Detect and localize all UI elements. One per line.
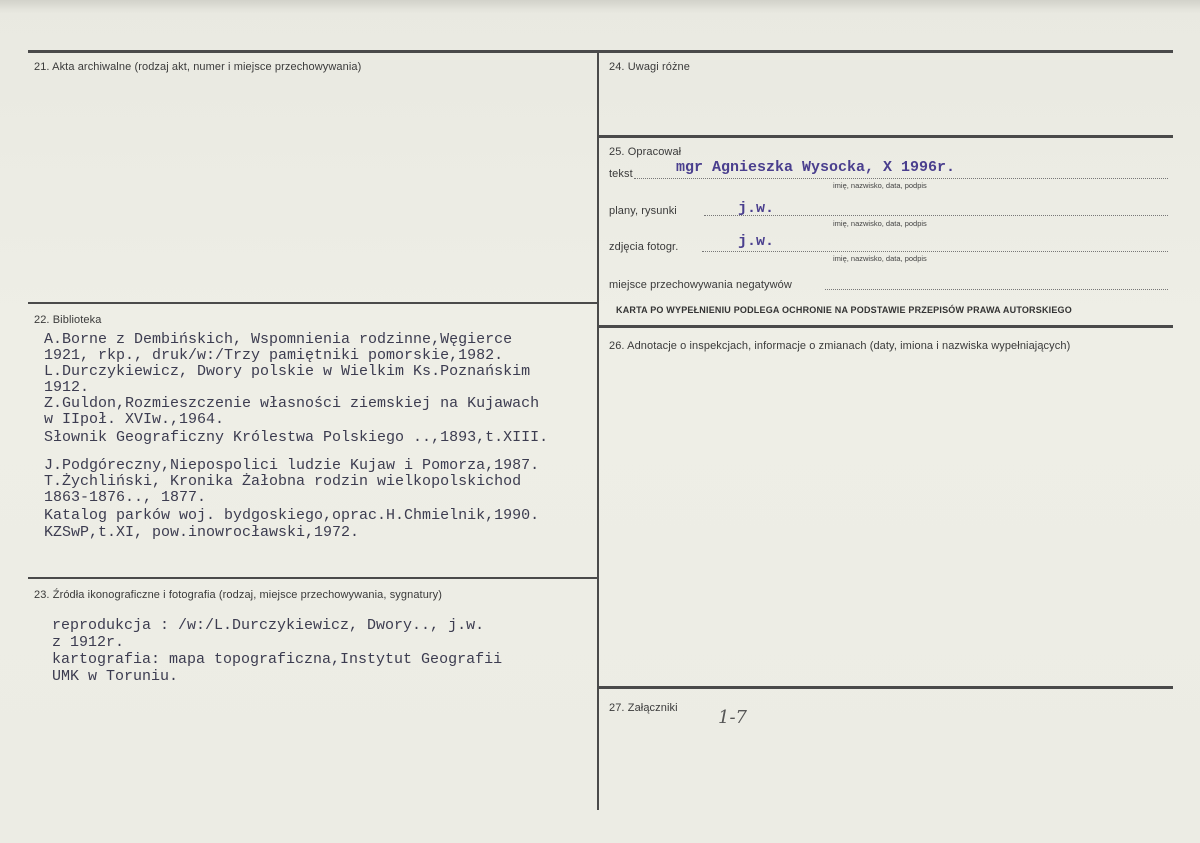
zdjecia-value: j.w.: [738, 233, 775, 250]
library-line-4: 1912.: [44, 379, 90, 396]
section-21-label: 21. Akta archiwalne (rodzaj akt, numer i miejsce przechowywania): [34, 61, 362, 73]
rule-25-26: [598, 325, 1173, 328]
tekst-caption: imię, nazwisko, data, podpis: [833, 181, 927, 190]
plany-value: j.w.: [738, 200, 775, 217]
center-divider: [597, 50, 599, 810]
plany-label: plany, rysunki: [609, 205, 677, 217]
library-line-6: w IIpoł. XVIw.,1964.: [44, 411, 225, 428]
tekst-value: mgr Agnieszka Wysocka, X 1996r.: [676, 159, 956, 176]
library-line-7: Słownik Geograficzny Królestwa Polskiego ..,1893,t.XIII.: [44, 429, 549, 446]
library-line-11: Katalog parków woj. bydgoskiego,oprac.H.Chmielnik,1990.: [44, 507, 540, 524]
iconography-line-4: UMK w Toruniu.: [52, 668, 179, 685]
attachments-value: 1-7: [718, 707, 747, 728]
library-line-8: J.Podgóreczny,Niepospolici ludzie Kujaw i Pomorza,1987.: [44, 457, 540, 474]
rule-22-23: [28, 577, 598, 579]
zdjecia-label: zdjęcia fotogr.: [609, 241, 679, 253]
section-24-label: 24. Uwagi różne: [609, 61, 690, 73]
zdjecia-caption: imię, nazwisko, data, podpis: [833, 254, 927, 263]
section-22-label: 22. Biblioteka: [34, 314, 102, 326]
library-line-9: T.Żychliński, Kronika Żałobna rodzin wielkopolskichod: [44, 473, 522, 490]
iconography-line-2: z 1912r.: [52, 634, 125, 651]
negatywy-dotted-line: [825, 289, 1168, 290]
library-line-5: Z.Guldon,Rozmieszczenie własności ziemskiej na Kujawach: [44, 395, 540, 412]
section-25-label: 25. Opracował: [609, 146, 682, 158]
library-line-10: 1863-1876.., 1877.: [44, 489, 207, 506]
section-23-label: 23. Źródła ikonograficzne i fotografia (rodzaj, miejsce przechowywania, sygnatury): [34, 589, 443, 601]
iconography-line-3: kartografia: mapa topograficzna,Instytut Geografii: [52, 651, 503, 668]
iconography-line-1: reprodukcja : /w:/L.Durczykiewicz, Dwory.., j.w.: [52, 617, 485, 634]
rule-21-22: [28, 302, 598, 304]
library-line-1: A.Borne z Dembińskich, Wspomnienia rodzinne,Węgierce: [44, 331, 513, 348]
rule-24-25: [598, 135, 1173, 138]
library-line-2: 1921, rkp., druk/w:/Trzy pamiętniki pomorskie,1982.: [44, 347, 504, 364]
section-27-label: 27. Załączniki: [609, 702, 678, 714]
paper-top-edge: [0, 0, 1200, 14]
top-rule: [28, 50, 1173, 53]
library-line-3: L.Durczykiewicz, Dwory polskie w Wielkim Ks.Poznańskim: [44, 363, 531, 380]
zdjecia-dotted-line: [702, 251, 1168, 252]
library-line-12: KZSwP,t.XI, pow.inowrocławski,1972.: [44, 524, 360, 541]
plany-caption: imię, nazwisko, data, podpis: [833, 219, 927, 228]
tekst-dotted-line: [634, 178, 1168, 179]
copyright-notice: KARTA PO WYPEŁNIENIU PODLEGA OCHRONIE NA PODSTAWIE PRZEPISÓW PRAWA AUTORSKIEGO: [616, 305, 1072, 315]
negatywy-label: miejsce przechowywania negatywów: [609, 279, 792, 291]
section-26-label: 26. Adnotacje o inspekcjach, informacje o zmianach (daty, imiona i nazwiska wypełniających): [609, 340, 1071, 352]
tekst-label: tekst: [609, 168, 633, 180]
rule-26-27: [598, 686, 1173, 689]
